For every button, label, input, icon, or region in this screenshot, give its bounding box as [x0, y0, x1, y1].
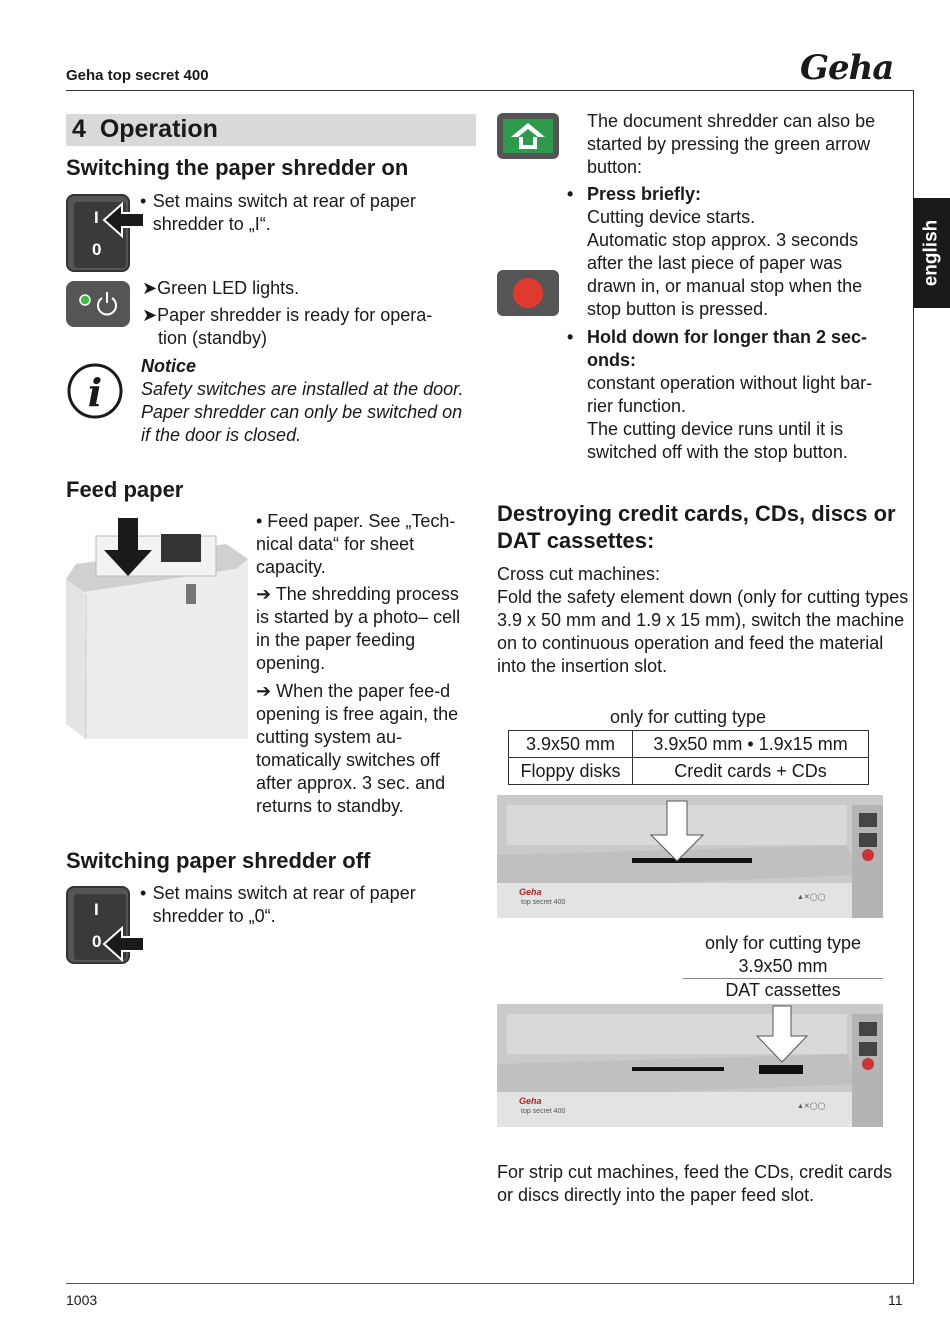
svg-text:Geha: Geha: [519, 887, 542, 897]
header-rule: [66, 90, 914, 91]
cutting-type-table: [508, 730, 869, 785]
hold-down-block: • Hold down for longer than 2 sec-onds: constant operation without light bar-rier function. The cutting device runs until it is switched off with the stop button.: [567, 327, 873, 462]
geha-logo: Geha: [800, 48, 894, 88]
dat-slot-photo: [497, 1004, 883, 1127]
document-title: Geha top secret 400: [66, 67, 209, 84]
info-icon: [66, 362, 124, 425]
page-number: 11: [888, 1292, 903, 1308]
feed-item-1: • Feed paper. See „Tech-nical data“ for sheet capacity.: [256, 511, 456, 577]
feed-item-3: ➔ When the paper fee-d opening is free again, the cutting system au-tomatically switches off after approx. 3 sec. and returns to standby.: [256, 681, 459, 816]
notice-block: Notice Safety switches are installed at the door. Paper shredder can only be switched on if the door is closed.: [141, 356, 464, 445]
insertion-slot-photo: [497, 795, 883, 918]
svg-text:top secret 400: top secret 400: [521, 1108, 566, 1115]
switch-on-bullet: • Set mains switch at rear of paper shredder to „I“.: [140, 191, 416, 234]
svg-text:top secret 400: top secret 400: [521, 899, 566, 906]
mains-switch-on-icon: I 0: [66, 194, 130, 272]
shredder-image: [66, 514, 250, 742]
destroy-heading: Destroying credit cards, CDs, discs or DAT cassettes:: [497, 501, 896, 553]
stop-button-icon: [497, 270, 559, 316]
dat-caption: only for cutting type 3.9x50 mm DAT cassettes: [683, 932, 883, 1002]
table-caption: only for cutting type: [609, 707, 767, 727]
led-result-1: ➤Green LED lights.: [142, 278, 300, 298]
led-result-2: ➤Paper shredder is ready for opera- tion (standby): [142, 305, 433, 348]
svg-text:▲✕◯◯: ▲✕◯◯: [797, 1103, 826, 1110]
feed-paper-heading: Feed paper: [66, 477, 184, 502]
strip-cut-note: For strip cut machines, feed the CDs, credit cards or discs directly into the paper feed slot.: [497, 1162, 893, 1205]
led-power-icon: [66, 281, 130, 327]
svg-text:i: i: [87, 370, 103, 415]
svg-text:▲✕◯◯: ▲✕◯◯: [797, 894, 826, 901]
switch-off-bullet: • Set mains switch at rear of paper shredder to „0“.: [140, 883, 416, 926]
section-heading: 4 Operation: [66, 114, 476, 146]
svg-text:Geha: Geha: [519, 1096, 542, 1106]
mains-switch-off-icon: I 0: [66, 886, 130, 964]
language-tab: english: [913, 198, 950, 308]
green-arrow-button-icon: [497, 113, 559, 159]
table-row: 3.9x50 mm 3.9x50 mm • 1.9x15 mm: [509, 731, 869, 758]
switch-off-heading: Switching paper shredder off: [66, 848, 371, 873]
table-row: Floppy disks Credit cards + CDs: [509, 758, 869, 785]
footer-rule: [66, 1283, 914, 1284]
green-button-intro: The document shredder can also be started by pressing the green arrow button:: [587, 111, 876, 177]
switch-on-heading: Switching the paper shredder on: [66, 155, 409, 180]
press-briefly-block: • Press briefly: Cutting device starts. Automatic stop approx. 3 seconds after the last piece of paper was drawn in, or manual stop when the stop button is pressed.: [567, 184, 863, 319]
footer-code: 1003: [66, 1292, 98, 1308]
feed-item-2: ➔ The shredding process is started by a photo– cell in the paper feeding opening.: [256, 584, 461, 673]
destroy-body: Cross cut machines: Fold the safety element down (only for cutting types 3.9 x 50 mm and 1.9 x 15 mm), switch the machine on to continuous operation and feed the material into the insertion slot.: [497, 564, 909, 676]
